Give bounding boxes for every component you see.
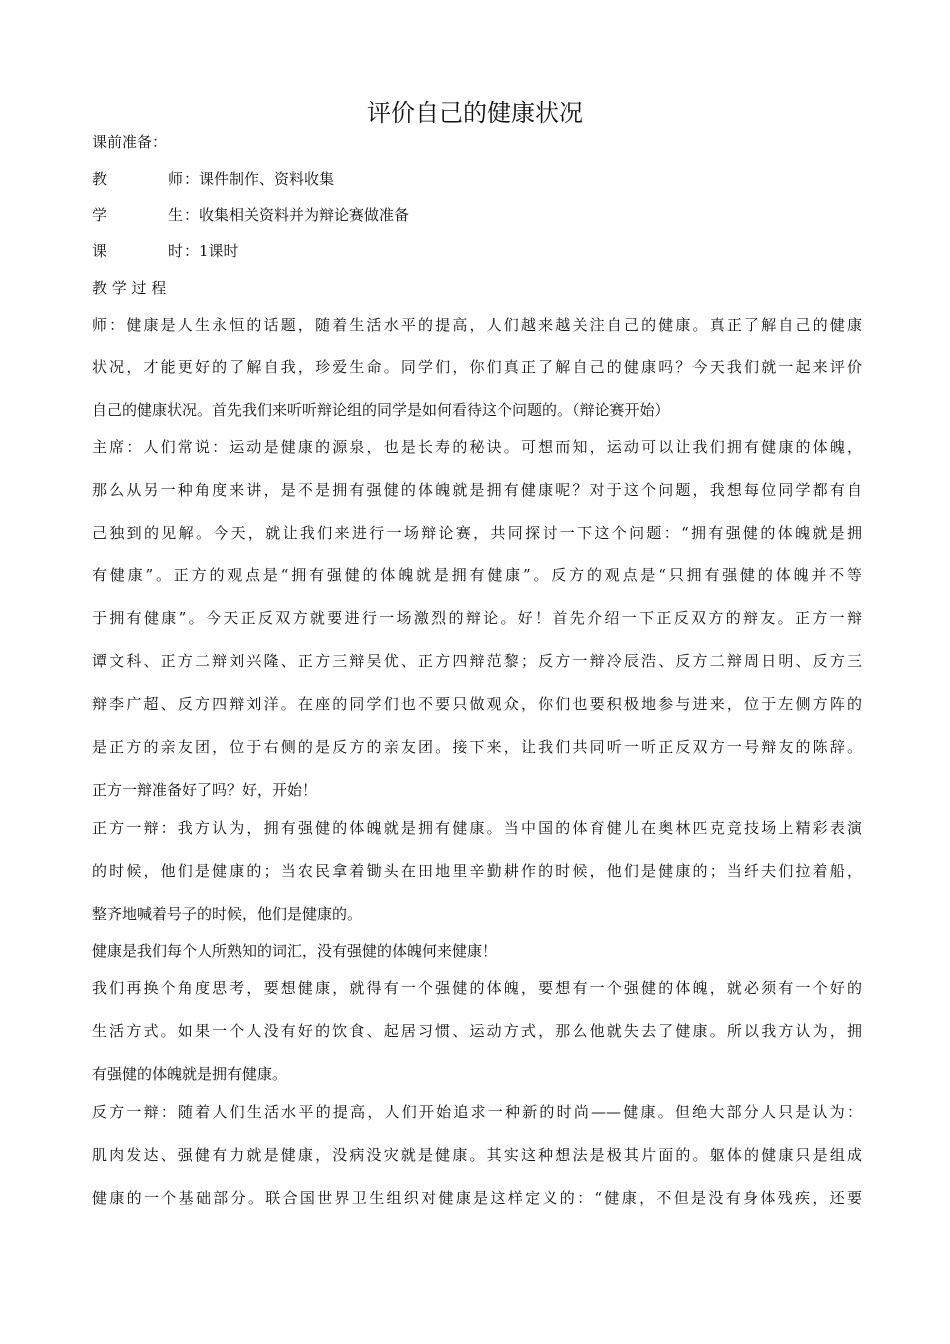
body-line: 于拥有健康”。今天正反双方就要进行一场激烈的辩论。好！首先介绍一下正反双方的辩友。正方一辩: [92, 609, 862, 627]
body-line: 主席：人们常说：运动是健康的源泉，也是长寿的秘诀。可想而知，运动可以让我们拥有健康的体魄，: [92, 438, 862, 456]
body-line: 谭文科、正方二辩刘兴隆、正方三辩吴优、正方四辩范黎；反方一辩冷辰浩、反方二辩周日明、反方三: [92, 652, 862, 670]
field-period-value: ：1课时: [184, 242, 239, 260]
field-period-label-1: 课: [92, 242, 108, 260]
body-line: 自己的健康状况。首先我们来听听辩论组的同学是如何看待这个问题的。（辩论赛开始）: [92, 401, 670, 419]
field-student-value: ：收集相关资料并为辩论赛做准备: [184, 206, 410, 224]
body-line: 己独到的见解。今天，就让我们来进行一场辩论赛，共同探讨一下这个问题：“拥有强健的体魄就是拥: [92, 524, 862, 542]
prep-heading: 课前准备：: [92, 133, 168, 151]
field-period-label-2: 时: [168, 242, 184, 260]
document-title: 评价自己的健康状况: [367, 99, 583, 127]
field-teacher-label-1: 教: [92, 170, 108, 188]
body-line: 健康的一个基础部分。联合国世界卫生组织对健康是这样定义的：“健康，不但是没有身体残疾，还要: [92, 1189, 862, 1207]
process-heading: 教 学 过 程: [92, 279, 167, 297]
body-line: 健康是我们每个人所熟知的词汇，没有强健的体魄何来健康！: [92, 942, 498, 960]
body-line: 肌肉发达、强健有力就是健康，没病没灾就是健康。其实这种想法是极其片面的。躯体的健康只是组成: [92, 1146, 862, 1164]
field-teacher-label-2: 师: [168, 170, 184, 188]
field-student: [92, 204, 862, 226]
body-line: 状况，才能更好的了解自我，珍爱生命。同学们，你们真正了解自己的健康吗？今天我们就一起来评价: [92, 358, 862, 376]
field-period: [92, 240, 862, 262]
body-line: 反方一辩：随着人们生活水平的提高，人们开始追求一种新的时尚——健康。但绝大部分人只是认为：: [92, 1103, 862, 1121]
body-line: 整齐地喊着号子的时候，他们是健康的。: [92, 905, 363, 923]
body-line: 正方一辩：我方认为，拥有强健的体魄就是拥有健康。当中国的体育健儿在奥林匹克竞技场上精彩表演: [92, 819, 862, 837]
body-line: 辩李广超、反方四辩刘洋。在座的同学们也不要只做观众，你们也要积极地参与进来，位于左侧方阵的: [92, 695, 862, 713]
body-line: 是正方的亲友团，位于右侧的是反方的亲友团。接下来，让我们共同听一听正反双方一号辩友的陈辞。: [92, 738, 862, 756]
body-line: 那么从另一种角度来讲，是不是拥有强健的体魄就是拥有健康呢？对于这个问题，我想每位同学都有自: [92, 481, 862, 499]
body-line: 我们再换个角度思考，要想健康，就得有一个强健的体魄，要想有一个强健的体魄，就必须有一个好的: [92, 979, 862, 997]
body-line: 正方一辩准备好了吗？好，开始！: [92, 781, 318, 799]
field-teacher-value: ：课件制作、资料收集: [184, 170, 335, 188]
body-line: 的时候，他们是健康的；当农民拿着锄头在田地里辛勤耕作的时候，他们是健康的；当纤夫们拉着船，: [92, 862, 862, 880]
body-line: 生活方式。如果一个人没有好的饮食、起居习惯、运动方式，那么他就失去了健康。所以我方认为，拥: [92, 1022, 862, 1040]
body-line: 师：健康是人生永恒的话题，随着生活水平的提高，人们越来越关注自己的健康。真正了解自己的健康: [92, 316, 862, 334]
body-line: 有健康”。正方的观点是“拥有强健的体魄就是拥有健康”。反方的观点是“只拥有强健的体魄并不等: [92, 566, 862, 584]
field-teacher: [92, 168, 862, 190]
body-line: 有强健的体魄就是拥有健康。: [92, 1065, 288, 1083]
field-student-label-1: 学: [92, 206, 108, 224]
field-student-label-2: 生: [168, 206, 184, 224]
